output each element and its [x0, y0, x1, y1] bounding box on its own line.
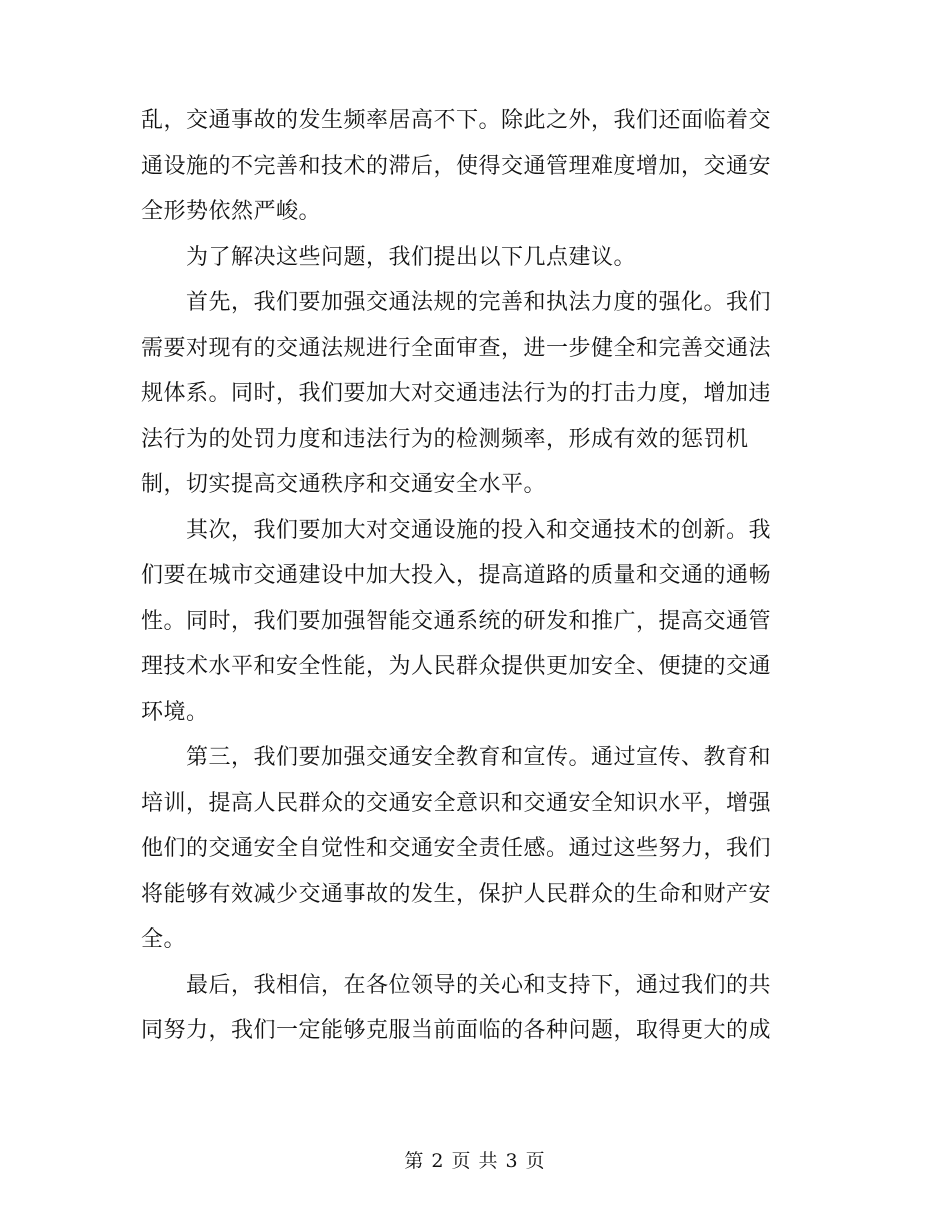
text-line: 们要在城市交通建设中加大投入，提高道路的质量和交通的通畅: [141, 563, 772, 588]
text-line: 将能够有效减少交通事故的发生，保护人民群众的生命和财产安: [141, 881, 772, 907]
text-line: 其次，我们要加大对交通设施的投入和交通技术的创新。我: [186, 517, 772, 543]
text-line: 制，切实提高交通秩序和交通安全水平。: [141, 472, 547, 497]
body-text: [141, 98, 801, 1054]
text-line: 同努力，我们一定能够克服当前面临的各种问题，取得更大的成: [141, 1018, 772, 1043]
text-line: 规体系。同时，我们要加大对交通违法行为的打击力度，增加违: [141, 381, 772, 406]
text-line: 乱，交通事故的发生频率居高不下。除此之外，我们还面临着交: [141, 108, 772, 133]
text-line: 首先，我们要加强交通法规的完善和执法力度的强化。我们: [186, 290, 772, 315]
text-line: 需要对现有的交通法规进行全面审查，进一步健全和完善交通法: [141, 335, 772, 361]
text-line: 培训，提高人民群众的交通安全意识和交通安全知识水平，增强: [141, 790, 772, 816]
text-line: 全。: [141, 927, 187, 952]
text-line: 理技术水平和安全性能，为人民群众提供更加安全、便捷的交通: [141, 654, 772, 679]
text-line: 法行为的处罚力度和违法行为的检测频率，形成有效的惩罚机: [141, 426, 749, 452]
text-line: 他们的交通安全自觉性和交通安全责任感。通过这些努力，我们: [141, 836, 772, 861]
text-line: 第三，我们要加强交通安全教育和宣传。通过宣传、教育和: [186, 745, 772, 770]
text-line: 环境。: [141, 699, 209, 725]
text-line: 全形势依然严峻。: [141, 199, 322, 224]
text-line: 最后，我相信，在各位领导的关心和支持下，通过我们的共: [186, 972, 772, 998]
text-line: 通设施的不完善和技术的滞后，使得交通管理难度增加，交通安: [141, 153, 772, 179]
text-line: 性。同时，我们要加强智能交通系统的研发和推广，提高交通管: [141, 608, 772, 634]
text-line: 为了解决这些问题，我们提出以下几点建议。: [186, 244, 637, 270]
page-number: 第 2 页 共 3 页: [404, 1150, 546, 1172]
